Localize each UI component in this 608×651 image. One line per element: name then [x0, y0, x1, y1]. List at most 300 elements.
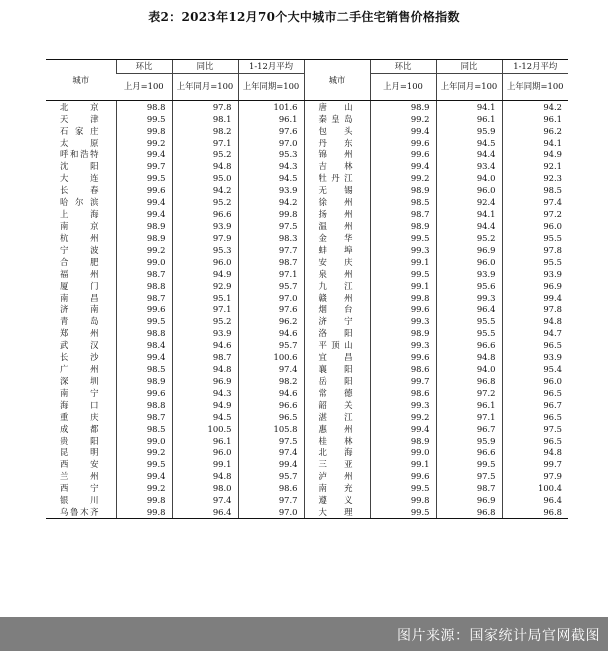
table-row [46, 506, 568, 518]
avg-value: 96.9 [502, 280, 568, 292]
city-name: 赣州 [304, 292, 370, 304]
yoy-value: 97.8 [172, 101, 238, 113]
city-name: 贵阳 [60, 435, 99, 446]
mom-value: 99.1 [370, 256, 436, 268]
yoy-value: 94.4 [436, 220, 502, 232]
city-name: 西安 [60, 459, 99, 470]
avg-value: 93.9 [238, 184, 304, 196]
avg-value: 99.8 [238, 208, 304, 220]
city-name: 宜昌 [304, 351, 370, 363]
mom-value: 99.6 [370, 304, 436, 316]
city-name: 唐山 [304, 101, 370, 113]
avg-value: 97.5 [238, 220, 304, 232]
mom-value: 99.2 [116, 447, 172, 459]
avg-value: 94.9 [502, 149, 568, 161]
city-name: 南充 [304, 483, 370, 495]
header-yoy-base-left: 上年同月=100 [172, 74, 238, 101]
table-row [46, 173, 568, 185]
yoy-value: 95.3 [172, 244, 238, 256]
yoy-value: 95.2 [436, 232, 502, 244]
header-avg-base-right: 上年同期=100 [502, 74, 568, 101]
yoy-value: 94.1 [436, 208, 502, 220]
header-yoy-base-right: 上年同月=100 [436, 74, 502, 101]
mom-value: 98.7 [116, 268, 172, 280]
yoy-value: 94.2 [172, 184, 238, 196]
mom-value: 98.9 [116, 232, 172, 244]
header-mom-left: 环比 [116, 60, 172, 74]
mom-value: 99.7 [370, 375, 436, 387]
city-name: 北海 [304, 447, 370, 459]
avg-value: 97.4 [238, 363, 304, 375]
table-row [46, 196, 568, 208]
mom-value: 98.9 [370, 435, 436, 447]
city-name: 金华 [304, 232, 370, 244]
city-name: 北京 [60, 101, 99, 112]
yoy-value: 96.6 [172, 208, 238, 220]
table-row [46, 125, 568, 137]
avg-value: 97.6 [238, 304, 304, 316]
city-name: 三亚 [304, 459, 370, 471]
city-name: 包头 [304, 125, 370, 137]
avg-value: 97.5 [238, 435, 304, 447]
table-row [46, 435, 568, 447]
yoy-value: 96.6 [436, 447, 502, 459]
avg-value: 97.1 [238, 268, 304, 280]
city-name: 昆明 [60, 447, 99, 458]
table-row [46, 328, 568, 340]
city-name: 合肥 [60, 256, 99, 267]
mom-value: 99.0 [116, 256, 172, 268]
mom-value: 98.5 [116, 423, 172, 435]
avg-value: 95.4 [502, 363, 568, 375]
mom-value: 99.6 [370, 137, 436, 149]
mom-value: 99.2 [370, 113, 436, 125]
avg-value: 96.2 [502, 125, 568, 137]
table-row [46, 447, 568, 459]
yoy-value: 94.4 [436, 149, 502, 161]
yoy-value: 96.1 [436, 113, 502, 125]
avg-value: 99.7 [502, 459, 568, 471]
table-row [46, 494, 568, 506]
yoy-value: 94.8 [172, 161, 238, 173]
table-row [46, 220, 568, 232]
city-name: 泸州 [304, 471, 370, 483]
mom-value: 99.1 [370, 280, 436, 292]
mom-value: 98.8 [116, 101, 172, 113]
yoy-value: 96.1 [436, 399, 502, 411]
table-row [46, 351, 568, 363]
yoy-value: 96.9 [172, 375, 238, 387]
yoy-value: 95.9 [436, 125, 502, 137]
avg-value: 97.7 [238, 244, 304, 256]
avg-value: 101.6 [238, 101, 304, 113]
table-row [46, 483, 568, 495]
mom-value: 99.4 [116, 196, 172, 208]
yoy-value: 93.9 [172, 328, 238, 340]
yoy-value: 100.5 [172, 423, 238, 435]
header-row-1 [46, 60, 568, 74]
mom-value: 98.6 [370, 387, 436, 399]
city-name: 海口 [60, 399, 99, 410]
mom-value: 99.3 [370, 316, 436, 328]
mom-value: 98.7 [116, 292, 172, 304]
yoy-value: 95.2 [172, 316, 238, 328]
yoy-value: 94.6 [172, 339, 238, 351]
yoy-value: 98.7 [436, 483, 502, 495]
city-name: 湛江 [304, 411, 370, 423]
city-name: 济宁 [304, 316, 370, 328]
header-avg-left: 1-12月平均 [238, 60, 304, 74]
city-name: 厦门 [60, 280, 99, 291]
city-name: 济南 [60, 304, 99, 315]
table-row [46, 149, 568, 161]
avg-value: 97.8 [502, 304, 568, 316]
avg-value: 96.5 [238, 411, 304, 423]
city-name: 杭州 [60, 232, 99, 243]
table-row [46, 256, 568, 268]
table-row [46, 471, 568, 483]
yoy-value: 94.1 [436, 101, 502, 113]
city-name: 韶关 [304, 399, 370, 411]
mom-value: 99.4 [116, 471, 172, 483]
header-yoy-right: 同比 [436, 60, 502, 74]
yoy-value: 94.8 [436, 351, 502, 363]
avg-value: 94.1 [502, 137, 568, 149]
city-name: 郑州 [60, 328, 99, 339]
avg-value: 105.8 [238, 423, 304, 435]
avg-value: 97.5 [502, 423, 568, 435]
city-name: 南京 [60, 220, 99, 231]
avg-value: 94.8 [502, 316, 568, 328]
table-row [46, 244, 568, 256]
city-name: 深圳 [60, 375, 99, 386]
avg-value: 95.7 [238, 280, 304, 292]
avg-value: 100.4 [502, 483, 568, 495]
yoy-value: 99.3 [436, 292, 502, 304]
yoy-value: 98.2 [172, 125, 238, 137]
mom-value: 98.9 [116, 220, 172, 232]
yoy-value: 96.0 [172, 447, 238, 459]
mom-value: 99.4 [370, 161, 436, 173]
yoy-value: 95.2 [172, 149, 238, 161]
mom-value: 98.8 [116, 280, 172, 292]
yoy-value: 96.4 [172, 506, 238, 518]
city-name: 重庆 [60, 411, 99, 422]
yoy-value: 94.8 [172, 363, 238, 375]
watermark-banner [0, 617, 608, 651]
mom-value: 98.6 [370, 363, 436, 375]
price-index-table [46, 59, 568, 519]
avg-value: 97.4 [502, 196, 568, 208]
avg-value: 96.1 [502, 113, 568, 125]
mom-value: 99.7 [116, 161, 172, 173]
table-row [46, 423, 568, 435]
city-name: 宁波 [60, 244, 99, 255]
mom-value: 99.6 [116, 184, 172, 196]
city-name: 常德 [304, 387, 370, 399]
city-name: 大连 [60, 173, 99, 184]
city-name: 福州 [60, 268, 99, 279]
yoy-value: 95.1 [172, 292, 238, 304]
mom-value: 99.5 [370, 268, 436, 280]
avg-value: 97.2 [502, 208, 568, 220]
mom-value: 99.8 [116, 506, 172, 518]
yoy-value: 97.1 [172, 137, 238, 149]
avg-value: 98.3 [238, 232, 304, 244]
yoy-value: 93.4 [436, 161, 502, 173]
yoy-value: 93.9 [436, 268, 502, 280]
mom-value: 99.5 [116, 113, 172, 125]
mom-value: 99.8 [116, 494, 172, 506]
yoy-value: 95.5 [436, 316, 502, 328]
yoy-value: 97.4 [172, 494, 238, 506]
yoy-value: 97.1 [436, 411, 502, 423]
avg-value: 96.5 [502, 435, 568, 447]
mom-value: 99.2 [116, 483, 172, 495]
city-name: 襄阳 [304, 363, 370, 375]
avg-value: 96.8 [502, 506, 568, 518]
mom-value: 98.5 [116, 363, 172, 375]
city-name: 岳阳 [304, 375, 370, 387]
yoy-value: 94.9 [172, 268, 238, 280]
mom-value: 99.0 [370, 447, 436, 459]
city-name: 九江 [304, 280, 370, 292]
yoy-value: 96.8 [436, 375, 502, 387]
city-name: 天津 [60, 113, 99, 124]
avg-value: 98.5 [502, 184, 568, 196]
city-name: 温州 [304, 220, 370, 232]
avg-value: 98.7 [238, 256, 304, 268]
yoy-value: 92.9 [172, 280, 238, 292]
mom-value: 99.6 [116, 387, 172, 399]
avg-value: 96.5 [502, 411, 568, 423]
avg-value: 97.0 [238, 292, 304, 304]
avg-value: 96.4 [502, 494, 568, 506]
avg-value: 100.6 [238, 351, 304, 363]
avg-value: 94.3 [238, 161, 304, 173]
yoy-value: 94.0 [436, 173, 502, 185]
yoy-value: 96.0 [436, 256, 502, 268]
city-name: 太原 [60, 137, 99, 148]
avg-value: 96.0 [502, 375, 568, 387]
mom-value: 99.2 [116, 244, 172, 256]
city-name: 桂林 [304, 435, 370, 447]
city-name: 呼和浩特 [60, 149, 99, 160]
city-name: 青岛 [60, 316, 99, 327]
yoy-value: 96.9 [436, 494, 502, 506]
mom-value: 99.4 [370, 125, 436, 137]
yoy-value: 96.0 [172, 256, 238, 268]
watermark-text: 图片来源：国家统计局官网截图 [397, 628, 600, 644]
yoy-value: 99.5 [436, 459, 502, 471]
table-row [46, 137, 568, 149]
mom-value: 99.8 [116, 125, 172, 137]
mom-value: 99.4 [116, 351, 172, 363]
city-name: 扬州 [304, 208, 370, 220]
avg-value: 95.7 [238, 339, 304, 351]
mom-value: 98.8 [116, 399, 172, 411]
mom-value: 99.5 [116, 459, 172, 471]
avg-value: 92.1 [502, 161, 568, 173]
yoy-value: 96.0 [436, 184, 502, 196]
table-row [46, 208, 568, 220]
mom-value: 99.2 [370, 411, 436, 423]
avg-value: 96.1 [238, 113, 304, 125]
mom-value: 99.3 [370, 339, 436, 351]
table-row [46, 411, 568, 423]
avg-value: 96.0 [502, 220, 568, 232]
mom-value: 99.4 [116, 208, 172, 220]
yoy-value: 97.1 [172, 304, 238, 316]
avg-value: 97.9 [502, 471, 568, 483]
city-name: 烟台 [304, 304, 370, 316]
avg-value: 97.6 [238, 125, 304, 137]
city-name: 乌鲁木齐 [46, 506, 116, 518]
yoy-value: 94.9 [172, 399, 238, 411]
city-name: 石家庄 [60, 125, 99, 136]
header-mom-right: 环比 [370, 60, 436, 74]
table-row [46, 363, 568, 375]
city-name: 成都 [60, 423, 99, 434]
table-row [46, 375, 568, 387]
mom-value: 99.2 [116, 137, 172, 149]
yoy-value: 94.5 [172, 411, 238, 423]
header-city-left: 城市 [46, 60, 116, 101]
yoy-value: 93.9 [172, 220, 238, 232]
avg-value: 96.5 [502, 387, 568, 399]
city-name: 秦皇岛 [304, 113, 370, 125]
mom-value: 99.8 [370, 292, 436, 304]
city-name: 吉林 [304, 161, 370, 173]
table-row [46, 339, 568, 351]
avg-value: 95.3 [238, 149, 304, 161]
mom-value: 99.6 [116, 304, 172, 316]
city-name: 平顶山 [304, 339, 370, 351]
table-row [46, 459, 568, 471]
table-row [46, 113, 568, 125]
yoy-value: 94.5 [436, 137, 502, 149]
avg-value: 94.8 [502, 447, 568, 459]
table-title: 表2：2023年12月70个大中城市二手住宅销售价格指数 [148, 10, 460, 24]
header-avg-base-left: 上年同期=100 [238, 74, 304, 101]
mom-value: 98.4 [116, 339, 172, 351]
avg-value: 97.0 [238, 137, 304, 149]
avg-value: 94.5 [238, 173, 304, 185]
city-name: 长沙 [60, 352, 99, 363]
yoy-value: 97.5 [436, 471, 502, 483]
yoy-value: 95.6 [436, 280, 502, 292]
city-name: 蚌埠 [304, 244, 370, 256]
city-name: 惠州 [304, 423, 370, 435]
city-name: 银川 [60, 495, 99, 506]
avg-value: 94.6 [238, 328, 304, 340]
yoy-value: 99.1 [172, 459, 238, 471]
yoy-value: 96.1 [172, 435, 238, 447]
table-row [46, 304, 568, 316]
mom-value: 99.2 [370, 173, 436, 185]
yoy-value: 96.9 [436, 244, 502, 256]
city-name: 大理 [304, 506, 370, 518]
city-name: 丹东 [304, 137, 370, 149]
city-name: 长春 [60, 185, 99, 196]
yoy-value: 95.0 [172, 173, 238, 185]
mom-value: 98.9 [370, 220, 436, 232]
city-name: 徐州 [304, 196, 370, 208]
city-name: 遵义 [304, 494, 370, 506]
yoy-value: 95.9 [436, 435, 502, 447]
city-name: 安庆 [304, 256, 370, 268]
mom-value: 99.5 [370, 506, 436, 518]
avg-value: 94.2 [238, 196, 304, 208]
yoy-value: 92.4 [436, 196, 502, 208]
table-row [46, 292, 568, 304]
city-name: 南宁 [60, 387, 99, 398]
yoy-value: 96.4 [436, 304, 502, 316]
mom-value: 99.1 [370, 459, 436, 471]
table-row [46, 101, 568, 113]
mom-value: 98.9 [370, 328, 436, 340]
mom-value: 99.4 [116, 149, 172, 161]
avg-value: 97.8 [502, 244, 568, 256]
yoy-value: 94.3 [172, 387, 238, 399]
yoy-value: 96.8 [436, 506, 502, 518]
yoy-value: 98.7 [172, 351, 238, 363]
yoy-value: 97.9 [172, 232, 238, 244]
avg-value: 97.7 [238, 494, 304, 506]
yoy-value: 95.5 [436, 328, 502, 340]
mom-value: 99.5 [116, 316, 172, 328]
mom-value: 99.0 [116, 435, 172, 447]
city-name: 锦州 [304, 149, 370, 161]
avg-value: 95.5 [502, 232, 568, 244]
mom-value: 99.3 [370, 399, 436, 411]
city-name: 广州 [60, 364, 99, 375]
table-row [46, 268, 568, 280]
mom-value: 98.5 [370, 196, 436, 208]
city-name: 武汉 [60, 340, 99, 351]
avg-value: 94.7 [502, 328, 568, 340]
avg-value: 97.4 [238, 447, 304, 459]
mom-value: 99.4 [370, 423, 436, 435]
mom-value: 98.9 [370, 101, 436, 113]
avg-value: 98.2 [238, 375, 304, 387]
avg-value: 95.5 [502, 256, 568, 268]
avg-value: 96.2 [238, 316, 304, 328]
avg-value: 99.4 [502, 292, 568, 304]
table-row [46, 184, 568, 196]
avg-value: 92.3 [502, 173, 568, 185]
mom-value: 98.9 [116, 375, 172, 387]
yoy-value: 98.0 [172, 483, 238, 495]
yoy-value: 94.8 [172, 471, 238, 483]
mom-value: 99.3 [370, 244, 436, 256]
mom-value: 99.8 [370, 494, 436, 506]
city-name: 泉州 [304, 268, 370, 280]
city-name: 无锡 [304, 184, 370, 196]
avg-value: 95.7 [238, 471, 304, 483]
mom-value: 99.6 [370, 351, 436, 363]
mom-value: 98.8 [116, 328, 172, 340]
table-row [46, 232, 568, 244]
yoy-value: 96.6 [436, 339, 502, 351]
header-city-right: 城市 [304, 60, 370, 101]
city-name: 沈阳 [60, 161, 99, 172]
city-name: 兰州 [60, 471, 99, 482]
mom-value: 99.6 [370, 149, 436, 161]
mom-value: 99.5 [370, 232, 436, 244]
yoy-value: 98.1 [172, 113, 238, 125]
mom-value: 99.6 [370, 471, 436, 483]
